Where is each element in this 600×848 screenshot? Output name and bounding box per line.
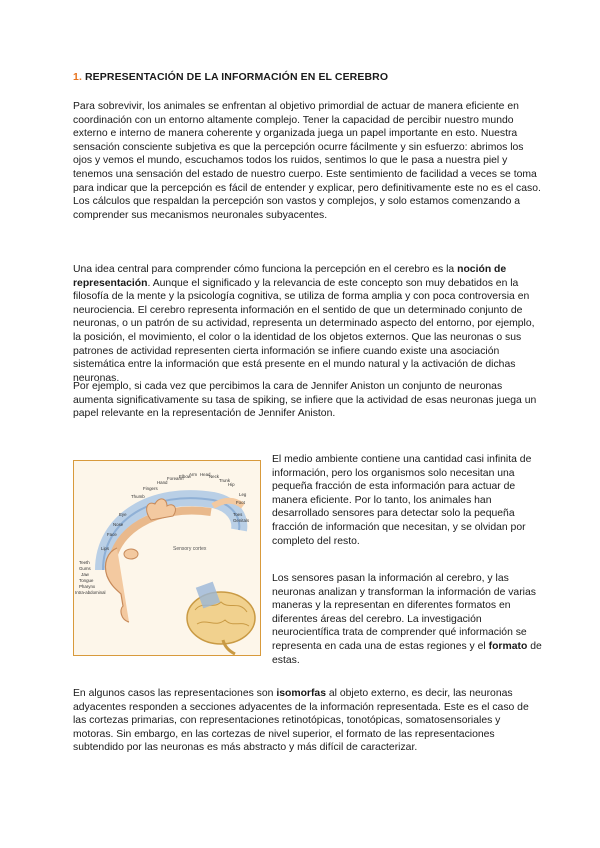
- bold-term-representation: noción de representación: [73, 264, 507, 289]
- paragraph-text: En algunos casos las representaciones son: [73, 688, 277, 699]
- paragraph-intro: Para sobrevivir, los animales se enfrentan al objetivo primordial de actuar de manera eficiente en coordinación con un entorno altamente complejo. Tener la capacidad de percibir nuestro mundo externo e interno de manera coherente y organizada juega un papel importante en esto. Nuestra sensación consciente subjetiva es que la percepción ocurre fácilmente y sin esfuerzo: abrimos los ojos y vemos el mundo, escuchamos todos los ruidos, sentimos lo que le pasa a nuestra piel y tenemos una sensación del estado de nuestro cuerpo. Este sentimiento de facilidad a veces se toma para indicar que la percepción es fácil de entender y explicar, pero definitivamente este no es el caso. Los cálculos que respaldan la percepción son vastos y complejos, y solo estamos comenzando a comprender sus mecanismos neuronales subyacentes.: [73, 101, 541, 221]
- homunculus-figure: [73, 460, 261, 656]
- paragraph-isomorphic: [73, 687, 543, 755]
- body-part-label: Toes: [233, 512, 243, 517]
- paragraph-environment: El medio ambiente contiene una cantidad casi infinita de información, pero los organismos solo necesitan una pequeña fracción de esta información para actuar de manera eficiente. Por lo tanto, los animales han desarrollado sensores para detectar solo la pequeña fracción de información que necesitan, y se olvidan por completo del resto.: [272, 454, 532, 547]
- paragraph-representation: [73, 263, 543, 385]
- paragraph-example: Por ejemplo, si cada vez que percibimos la cara de Jennifer Aniston un conjunto de neuronas aumenta significativamente su tasa de spiking, se infiere que la actividad de esas neuronas juega un papel relevante en la representación de Jennifer Aniston.: [73, 381, 537, 420]
- paragraph-text: Los sensores pasan la información al cerebro, y las neuronas analizan y transforman la información de varias maneras y la representan en diferentes formatos en diferentes áreas del cerebro. La investigación neurocientífica trata de comprender qué información se representa en cada una de estas regiones y el: [272, 573, 536, 652]
- body-part-label: Nose: [113, 522, 124, 527]
- body-part-label: Face: [107, 532, 117, 537]
- body-part-label: Jaw: [81, 572, 89, 577]
- body-part-label: Trunk: [219, 478, 231, 483]
- body-part-label: Genitals: [233, 518, 250, 523]
- body-part-label: Forearm: [167, 476, 184, 481]
- section-number: 1.: [73, 71, 82, 83]
- body-part-label: Elbow: [179, 474, 191, 479]
- body-part-label: Foot: [236, 500, 245, 505]
- body-part-label: Head: [200, 472, 211, 477]
- body-part-label: Thumb: [131, 494, 145, 499]
- paragraph-sensors: [272, 572, 544, 667]
- body-part-label: Gums: [79, 566, 91, 571]
- body-part-label: Pharynx: [79, 584, 96, 589]
- paragraph-text: de estas.: [272, 640, 542, 666]
- body-part-label: Lips: [101, 546, 110, 551]
- paragraph-text: . Aunque el significado y la relevancia de este concepto son muy debatidos en la filosofía de la mente y la psicología cognitiva, se utiliza de forma amplia y con poca controversia en neurociencia. El cerebro representa información en el sentido de que un determinado conjunto de neuronas, o un patrón de su actividad, representa un determinado aspecto del entorno, por ejemplo, la posición, el movimiento, el color o la identidad de los objetos externos. Que las neuronas o sus patrones de actividad representen cierta información se infiere cuando existe una asociación sistemática entre la información que está presente en el mundo natural y la activación de dichas neuronas.: [73, 277, 535, 384]
- body-part-label: Hand: [157, 480, 168, 485]
- body-part-label: Intra-abdominal: [75, 590, 106, 595]
- section-title: REPRESENTACIÓN DE LA INFORMACIÓN EN EL CEREBRO: [85, 71, 389, 83]
- bold-term-isomorfas: isomorfas: [276, 688, 326, 699]
- cortex-label: Sensory cortex: [173, 546, 207, 552]
- body-part-label: Arm: [189, 472, 198, 477]
- body-part-label: Tongue: [79, 578, 94, 583]
- body-part-label: Leg: [239, 492, 247, 497]
- body-part-label: Eye: [119, 512, 127, 517]
- homunculus-illustration: [73, 460, 261, 656]
- body-part-label: Fingers: [143, 486, 158, 491]
- bold-term-formato: formato: [488, 640, 528, 652]
- body-part-label: Neck: [209, 474, 220, 479]
- paragraph-text: Una idea central para comprender cómo funciona la percepción en el cerebro es la: [73, 264, 458, 275]
- body-part-label: Hip: [228, 482, 235, 487]
- section-heading: [73, 71, 543, 83]
- body-part-label: Teeth: [79, 560, 90, 565]
- paragraph-text: al objeto externo, es decir, las neuronas adyacentes responden a secciones adyacentes de la información representada. Este es el caso de las cortezas primarias, con representaciones retinotópicas, tonotópicas, somatosensoriales y motoras. Sin embargo, en las cortezas de nivel superior, el formato de las representaciones subtendido por las neuronas es más abstracto y más difícil de caracterizar.: [73, 688, 529, 754]
